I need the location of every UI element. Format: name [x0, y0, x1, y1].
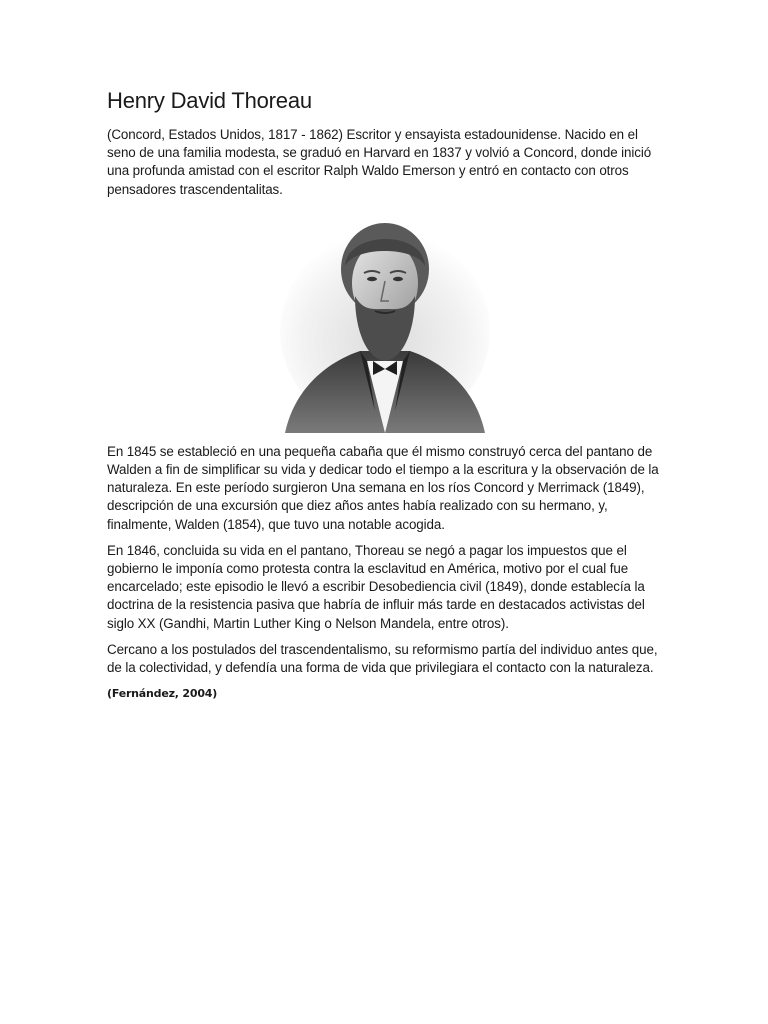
paragraph-civil-disobedience: En 1846, concluida su vida en el pantano, Thoreau se negó a pagar los impuestos que el gobierno le imponía como protesta contra la esclavitud en América, motivo por el cual fue encarcelado; este episodio le llevó a escribir Desobediencia civil (1849), donde establecía la doctrina de la resistencia pasiva que habría de influir más tarde en destacados activistas del siglo XX (Gandhi, Martin Luther King o Nelson Mandela, entre otros).	[107, 542, 645, 631]
portrait-engraving	[275, 211, 495, 433]
paragraph-intro: (Concord, Estados Unidos, 1817 - 1862) Escritor y ensayista estadounidense. Nacido en el seno de una familia modesta, se graduó en Harvard en 1837 y volvió a Concord, donde inició una profunda amistad con el escritor Ralph Waldo Emerson y entró en contacto con otros pensadores trascendentalitas.	[107, 127, 652, 197]
portrait-image	[107, 211, 662, 433]
paragraph-walden: En 1845 se estableció en una pequeña cabaña que él mismo construyó cerca del pantano de Walden a fin de simplificar su vida y dedicar todo el tiempo a la escritura y la observación de la naturaleza. En este período surgieron Una semana en los ríos Concord y Merrimack (1849), descripción de una excursión que diez años antes había realizado con su hermano, y, finalmente, Walden (1854), que tuvo una notable acogida.	[107, 443, 659, 532]
page-title: Henry David Thoreau	[107, 88, 312, 113]
citation: (Fernández, 2004)	[107, 687, 218, 701]
document-page	[107, 88, 662, 700]
paragraph-transcendentalism: Cercano a los postulados del trascendentalismo, su reformismo partía del individuo antes que, de la colectividad, y defendía una forma de vida que privilegiara el contacto con la naturaleza.	[107, 641, 658, 676]
